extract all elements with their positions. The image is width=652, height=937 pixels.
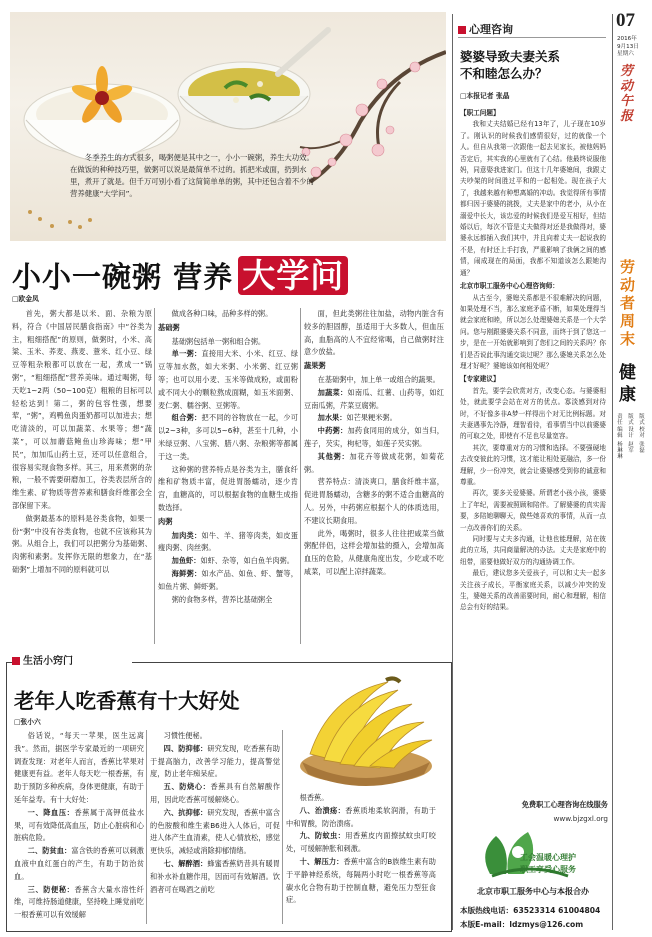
paragraph-text: 如牛、羊、猪等肉类，如皮蛋瘦肉粥、肉丝粥。	[158, 530, 298, 553]
section-bar-life-tips: 生活小窍门	[12, 655, 132, 669]
paragraph-text: 俗话说，“每天一苹果，医生远离我”。然而，据医学专家最近的一项研究调查发现：对老年人而言，香蕉比苹果对健康更有益。老年人每天吃一根香蕉，有助于预防多种疾病，身体更健康，有助于延年益寿。有十大好处：	[14, 731, 144, 804]
paragraph	[150, 730, 280, 743]
section-marker-icon	[12, 657, 20, 665]
paragraph-text: 研究发现，吃香蕉有助于提高脑力，改善学习能力，提高警觉度，防止老年痴呆症。	[150, 743, 280, 779]
paragraph	[304, 412, 444, 425]
paragraph-text: 此外，喝粥时，很多人往往把咸菜当做粥配伴侣，这样会增加盐的摄入，会增加高血压的危险，从健康角度出发，少吃或不吃咸菜，可以配上凉拌蔬菜。	[304, 528, 444, 576]
subheading	[158, 516, 298, 529]
paragraph-text: 如芒果粳米粥。	[346, 413, 397, 423]
paragraph	[304, 476, 444, 527]
paragraph-text: 在基础粥中，加上单一或组合的蔬果。	[317, 374, 440, 384]
inline-heading: 九、防蚊虫：	[299, 831, 346, 841]
paragraph	[286, 805, 436, 831]
editor-role: 版式设计	[628, 414, 634, 440]
paragraph-text: 做成各种口味，品种多样的粥。	[171, 309, 273, 318]
paragraph	[304, 308, 444, 359]
paragraph	[14, 884, 144, 922]
paragraph-text: 用香蕉皮内面擦拭蚊虫叮咬处，可缓解肿胀和刺激。	[286, 831, 436, 854]
paragraph-text: 富含铁的香蕉可以刺激血液中血红蛋白的产生，有助于防治贫血。	[14, 846, 144, 881]
inline-heading: 五、防烧心：	[163, 782, 211, 792]
inline-heading: 加鱼虾：	[171, 556, 201, 566]
paragraph-text: 这种粥的营养特点是谷类为主，膳食纤维和矿物质丰富，促进胃肠蠕动，逐少肯宫，血糖高的，可以根据食物的血糖生成指数选择。	[158, 464, 298, 512]
paragraph	[14, 845, 144, 883]
paragraph	[158, 530, 298, 556]
inline-heading: 四、防抑郁：	[163, 743, 208, 753]
inline-heading: 六、抗抑郁：	[163, 807, 208, 817]
paragraph-text: 做粥最基本的原料是谷类食物，如果一份“粥”中没有谷类食物，也就不应该称其为粥。从组合上，我们可以把粥分为基础粥、肉粥和素粥。发挥你无限的想象力，在“基础粥”上增加不同的原料就可以	[12, 513, 152, 574]
editor-credits	[615, 414, 649, 544]
inline-heading: 加蔬菜：	[317, 387, 348, 397]
paragraph-text: 如虾、杂等，如白鱼羊肉粥。	[200, 556, 294, 566]
paragraph	[150, 743, 280, 781]
advice-paragraph: 首先，要学会欣赏对方，改变心态。与婆婆相处，就此要学会站在对方的优点。寡淡感到对待时，不好像多非A梦一样得出个对无比例标题。对夫妻遇事先冷静，理智看待，看事情当中以前婆婆的可取之处，即使有不足也尽量宽容。	[460, 386, 606, 441]
paragraph	[158, 308, 298, 321]
inline-heading: 组合粥：	[171, 413, 202, 423]
paragraph-text: 蜂蜜香蕉奶昔具有暖胃和补水补血糖作用，因而可有效解酒。饮酒者可在喝酒之前吃	[150, 858, 280, 894]
paragraph-text: 蔬果粥	[304, 361, 326, 371]
porridge-column-1	[12, 308, 152, 646]
editor-role: 版式校对	[639, 414, 645, 440]
paragraph-text: 习惯性便秘。	[163, 731, 207, 740]
paragraph	[286, 792, 436, 805]
editor-name: 杨琳琳	[617, 441, 623, 461]
logo-text-1: 工会温暖心理护	[520, 853, 576, 862]
paragraph-text: 直接用大米、小米、红豆、绿豆等加水熬，如大米粥、小米粥、红豆粥等；也可以用小麦、玉米等做成粉，或面粉或不同大小的颗粒熬成面糊，如玉米面粥、麦仁粥、糯谷粥、豆粥等。	[158, 349, 298, 410]
hotline: 本版热线电话：63523314 61004804	[460, 906, 601, 915]
editor-credit	[637, 414, 647, 454]
paragraph-text: 香蕉含大量水溶性纤维，可维持肠道健康，坚持晚上睡觉前吃一根香蕉可以有效缓解	[14, 884, 144, 920]
inline-heading: 二、防贫血：	[27, 846, 72, 856]
paragraph	[304, 528, 444, 579]
banana-title: 老年人吃香蕉有十大好处	[14, 689, 240, 713]
email: 本版E-mail：ldzmys@126.com	[460, 920, 584, 929]
expert-intro: 从古至今，婆媳关系都是不很难解决的问题，如果处理不当，那么家庭矛盾不断，如果处理得当就会家庭和睦，所以怎么处理婆媳关系是一个大学问。您与刚跟婆婆关系不同意，而终于到了您这一步，是在一开始就影响到了您们之间的关系吗？你们是否说此事沟通交谈过呢？那么婆媳关系怎么处理才好呢？婆媳该如何相处呢？	[460, 293, 606, 370]
paragraph-text: 加药食同用的成分，如当归，莲子，芡实，枸杞等，如莲子芡实粥。	[304, 426, 444, 448]
paragraph-text: 基础粥包括单一粥和组合粥。	[171, 336, 266, 346]
paragraph-text: 香蕉中富含的B族维生素有助于平静神经系统，每隔两小时吃一根香蕉等高碳水化合物有助于控制血糖，避免压力型狂食症。	[286, 856, 436, 905]
paragraph-text: 把不同的谷物放在一起，少可以2~3种，多可以5~6种，甚至十几种，小米绿豆粥、八宝粥、腊八粥、杂粮粥等都属于这一类。	[158, 413, 298, 461]
paragraph-text: 首先，粥大都是以米、面、杂粮为原料，符合《中国居民膳食指南》中“谷类为主，粗细搭配”的原则，做粥时，小米、高粱、玉米、荞麦、燕麦、薏米、红小豆、绿豆等粗杂粮都可以放在一起，煮成一“锅粥”，“粗细搭配”营养美味。通过喝粥，每天吃1~2两（50~100克）粗粮的目标可以轻松达到！第二，粥的包容性强，想要荤，“粥”，鸡鸭鱼肉蛋奶都可以加进去；想吃清淡的，可以加蔬菜、水果等；想“蔬菜”，可以加蘑菇鲍鱼山珍海味；想“甲民”，加加瓜山药土豆，还可以任意组合，很容易实现食物多样。其三，用来煮粥的杂粮，一般不需要研磨加工，谷类表层所含的维生素、矿物质等营养素和膳食纤维都会全部保留下来。	[12, 309, 152, 510]
paragraph	[158, 348, 298, 412]
porridge-title-accent: 大学问	[238, 256, 348, 295]
paragraph-text: 粥的食物多样，营养比基础粥全	[171, 594, 273, 604]
paragraph	[304, 387, 444, 413]
paragraph-text: 肉粥	[158, 516, 173, 526]
inline-heading: 加水果：	[317, 413, 347, 423]
paragraph-text: 香蕉属于高钾低盐水果，可有效降低高血压，防止心脏病和心脏病危险。	[14, 807, 144, 843]
advice-list	[460, 386, 606, 614]
banana-author: □张小六	[14, 718, 41, 726]
inline-heading: 其他粥：	[317, 451, 350, 461]
paragraph	[150, 807, 280, 858]
paragraph-text: 如南瓜、红薯、山药等，如红豆南瓜粥，芹菜豆腐粥。	[304, 387, 444, 410]
psych-title: 婆婆导致夫妻关系 不和睦怎么办？	[460, 49, 561, 81]
inline-heading: 七、解醉酒：	[163, 858, 208, 868]
paragraph-text: 研究发现，香蕉中富含的色胺酸和维生素B6进入人体后，可促进人体产生血清素，使人心情放松，感觉更快乐，减轻或消除抑郁情绪。	[150, 807, 280, 856]
service-line: 免费职工心理咨询在线服务	[521, 800, 608, 809]
paragraph	[286, 856, 436, 907]
porridge-title	[12, 250, 452, 295]
paragraph-text: 加花卉等做成花粥，如菊花粥。	[304, 451, 444, 474]
inline-heading: 中药粥：	[317, 426, 348, 436]
question-text: 我和丈夫结婚已经有13年了，儿子现在10岁了。刚认识的时候我们感情很好，过的就像一个人。但自从我第一次跟他一起去见家长，被他妈妈否定后，其实我的心里就有了心结。他最终说服他妈，同意娶我进家门。但这十几年婆媳间，我跟丈夫吵架的时间胜过平和的一起相处。现在孩子大了，我越来越有种想离婚的冲动。我觉得所有事情都归因于婆婆的挑拨，丈夫是家中的老小，从小在溺爱中长大，该忠爱的时候我们是爱互相好，但结婚以后，每次不管是丈夫做得对还是我做得对，婆婆永远都插入我们其中，并且向着丈夫一起说我的不是，有时还上手打我，严重影响了我俩之间的感情，闹成现在的局面，我都不知道该怎么跟她沟通？	[460, 120, 606, 277]
advice-paragraph: 最后，建议您多关爱孩子，可以和丈夫一起多关注孩子成长，平衡家庭关系，以减少冲突的发生，婆媳关系的改善需要时间，耐心和理解，相信总会有好的结果。	[460, 569, 606, 612]
porridge-column-2	[158, 308, 298, 646]
paragraph-text: 如水产品、如鱼、虾、蟹等，如鱼片粥、鲜虾粥。	[158, 568, 298, 591]
paragraph	[158, 464, 298, 515]
editor-name: 赵军	[628, 441, 634, 455]
advice-label: 【专家建议】	[460, 375, 500, 384]
paragraph	[286, 830, 436, 856]
logo-text-2: 职工享受心服务	[520, 865, 576, 874]
paragraph	[150, 858, 280, 896]
expert-label: 北京市职工服务中心心理咨询师：	[460, 282, 559, 291]
issue-date: 2016年 9月13日 星期六	[617, 36, 639, 58]
paragraph	[304, 451, 444, 477]
inline-heading: 海鲜粥：	[171, 568, 202, 578]
inline-heading: 八、治溃疡：	[299, 805, 346, 815]
editor-name: 张磊	[639, 441, 645, 455]
paragraph-text: 基础粥	[158, 322, 180, 332]
inline-heading: 十、解压力：	[299, 856, 344, 866]
paragraph	[158, 336, 298, 349]
inline-heading: 加肉类：	[171, 530, 202, 540]
paragraph	[158, 555, 298, 568]
paragraph-text: 香蕉具有自然解酸作用，因此吃香蕉可缓解烧心。	[150, 782, 280, 804]
porridge-column-3	[304, 308, 444, 646]
editor-credit	[626, 414, 636, 454]
banana-column-3	[286, 792, 436, 926]
section-title-workers-weekend: 劳动者周末	[620, 258, 636, 348]
page-number: 07	[616, 10, 635, 31]
banana-photo	[290, 674, 442, 786]
paragraph	[14, 730, 144, 807]
paragraph	[304, 374, 444, 387]
section-bar-psych: 心理咨询	[458, 22, 606, 38]
org-line: 北京市职工服务中心与本报合办	[477, 887, 589, 896]
section-title-health: 健康	[619, 363, 636, 405]
banana-column-1	[14, 730, 144, 926]
advice-paragraph: 同时要与丈夫多沟通，让他也能理解，站在彼此的立场，共同商量解决的办法。丈夫是家庭中的纽带，需要他做好双方的沟通协调工作。	[460, 535, 606, 566]
paragraph	[14, 807, 144, 845]
inline-heading: 单一粥：	[171, 349, 202, 359]
advice-paragraph: 其次，要尊重对方的习惯和选择。不要强硬地去改变彼此的习惯，这才能让相处更融洽，多一份理解，少一份冲突，就会让婆婆感受到你的诚意和尊重。	[460, 443, 606, 486]
paragraph	[158, 594, 298, 607]
paragraph	[158, 412, 298, 463]
porridge-intro: 冬季养生的方式很多，喝粥便是其中之一，小小一碗粥，养生大功效。在做饭的种种技巧里，做粥可以说是最简单不过的。抓把米或面，扔到水里，煮开了就是。但千万可别小看了这简简单单的粥，其中还包含着不少的营养健康“大学问”。	[70, 153, 314, 198]
paragraph-text: 面，但此类粥往往加盐，动物内脏含有较多的胆固醇，虽适用于大多数人，但血压高，血脂高的人不宜经常喝，自己做粥时注意少放盐。	[304, 309, 444, 357]
paragraph-text: 营养特点：清淡爽口，膳食纤维丰富，促进胃肠蠕动，含糖多的粥不适合血糖高的人。另外，中药粥应根据个人的体质选用，不建议长期食用。	[304, 477, 444, 525]
psych-author: □本报记者 张晶	[460, 92, 510, 100]
question-label: 【职工问题】	[460, 109, 500, 117]
inline-heading: 一、降血压：	[27, 807, 75, 817]
service-website: www.bjzgxl.org	[553, 814, 608, 823]
section-marker-icon	[458, 26, 466, 34]
inline-heading: 三、防便秘：	[27, 884, 75, 894]
service-logo	[470, 826, 600, 886]
subheading	[158, 322, 298, 335]
advice-paragraph: 再次，要多关爱婆婆。所谓老小孩小孩，婆婆上了年纪，需要被照顾和陪伴。了解婆婆的真实需要，多陪她聊聊天，做些她喜欢的事情，从而一点一点改善你们的关系。	[460, 489, 606, 532]
paragraph	[150, 781, 280, 807]
porridge-photo	[10, 12, 446, 241]
paragraph-text: 根香蕉。	[299, 793, 329, 802]
porridge-author: □欧金凤	[12, 295, 39, 303]
paragraph	[304, 425, 444, 451]
editor-credit	[615, 414, 625, 461]
banana-column-2	[150, 730, 280, 926]
porridge-title-main: 小小一碗粥 营养	[12, 260, 234, 294]
paragraph	[12, 308, 152, 513]
editor-role: 责任编辑	[617, 414, 623, 440]
subheading	[304, 360, 444, 373]
paragraph-text: 香蕉质地柔软润滑，有助于中和胃酸，防治溃疡。	[286, 805, 436, 828]
masthead-logo: 劳动午报	[620, 64, 634, 124]
paragraph	[158, 568, 298, 594]
psych-body	[460, 108, 606, 868]
paragraph	[12, 513, 152, 577]
